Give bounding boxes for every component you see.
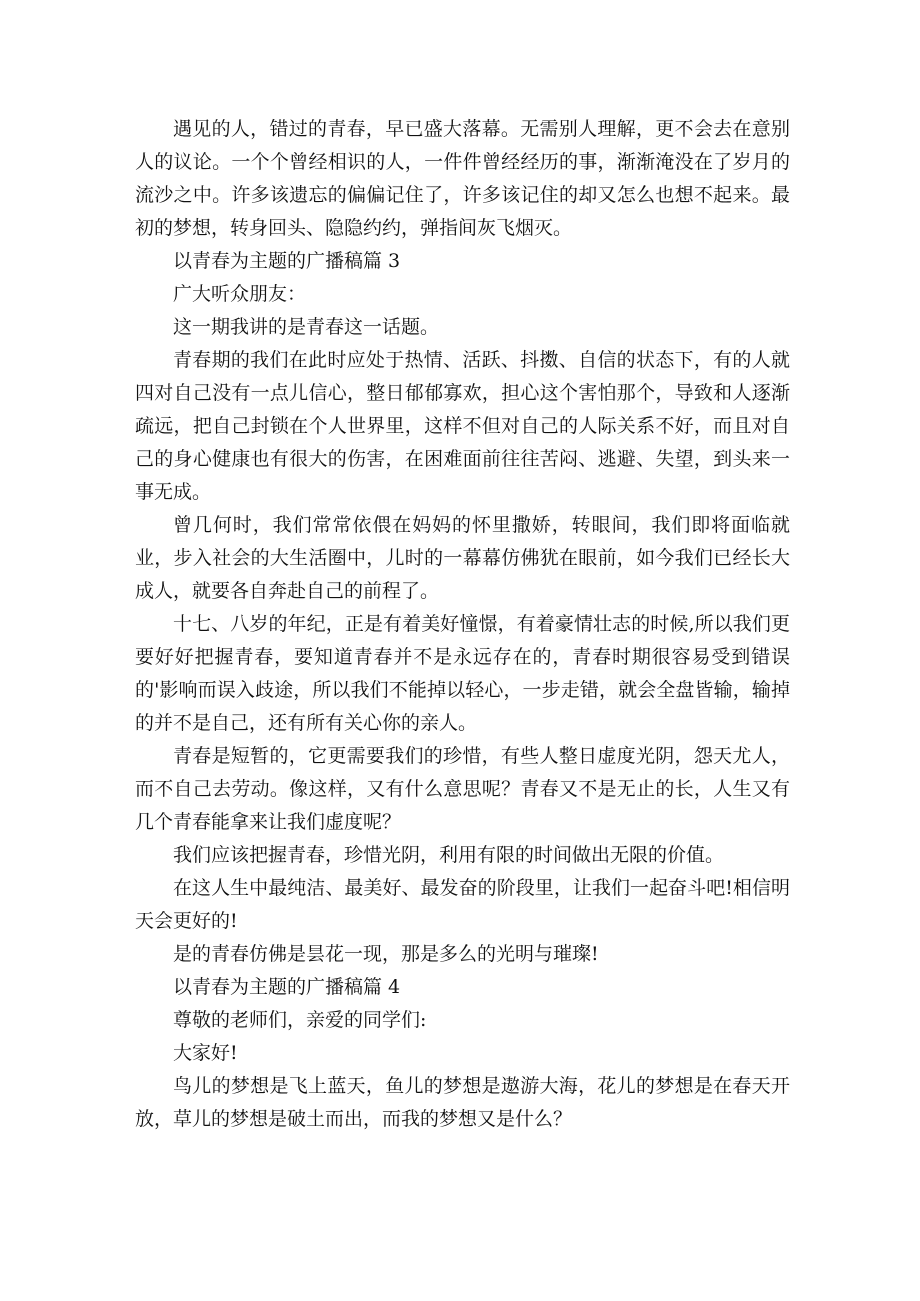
paragraph: 我们应该把握青春，珍惜光阴，利用有限的时间做出无限的价值。 <box>173 844 725 866</box>
section-heading: 以青春为主题的广播稿篇 4 <box>173 976 401 998</box>
paragraph: 这一期我讲的是青春这一话题。 <box>173 316 440 338</box>
paragraph: 曾几何时，我们常常依偎在妈妈的怀里撒娇，转眼间，我们即将面临就业，步入社会的大生活圈中，儿时的一幕幕仿佛犹在眼前，如今我们已经长大成人，就要各自奔赴自己的前程了。 <box>135 514 790 602</box>
greeting: 大家好! <box>173 1042 238 1064</box>
paragraph: 青春是短暂的，它更需要我们的珍惜，有些人整日虚度光阴，怨天尤人，而不自己去劳动。像这样，又有什么意思呢？青春又不是无止的长，人生又有几个青春能拿来让我们虚度呢？ <box>135 745 790 833</box>
paragraph: 是的青春仿佛是昙花一现，那是多么的光明与璀璨! <box>173 943 599 965</box>
section-heading: 以青春为主题的广播稿篇 3 <box>173 250 401 272</box>
paragraph: 鸟儿的梦想是飞上蓝天，鱼儿的梦想是遨游大海，花儿的梦想是在春天开放，草儿的梦想是破土而出，而我的梦想又是什么？ <box>135 1075 790 1130</box>
paragraph: 在这人生中最纯洁、最美好、最发奋的阶段里，让我们一起奋斗吧!相信明天会更好的! <box>135 877 790 932</box>
salutation: 尊敬的老师们，亲爱的同学们: <box>173 1009 427 1031</box>
paragraph: 遇见的人，错过的青春，早已盛大落幕。无需别人理解，更不会去在意别人的议论。一个个曾经相识的人，一件件曾经经历的事，渐渐淹没在了岁月的流沙之中。许多该遗忘的偏偏记住了，许多该记住的却又怎么也想不起来。最初的梦想，转身回头、隐隐约约，弹指间灰飞烟灭。 <box>135 118 790 239</box>
paragraph: 青春期的我们在此时应处于热情、活跃、抖擞、自信的状态下，有的人就四对自己没有一点儿信心，整日郁郁寡欢，担心这个害怕那个，导致和人逐渐疏远，把自己封锁在个人世界里，这样不但对自己的人际关系不好，而且对自己的身心健康也有很大的伤害，在困难面前往往苦闷、逃避、失望，到头来一事无成。 <box>135 349 790 503</box>
document-body <box>135 113 790 1136</box>
salutation: 广大听众朋友： <box>173 283 307 305</box>
paragraph: 十七、八岁的年纪，正是有着美好憧憬，有着豪情壮志的时候,所以我们更要好好把握青春，要知道青春并不是永远存在的，青春时期很容易受到错误的'影响而误入歧途，所以我们不能掉以轻心，一步走错，就会全盘皆输，输掉的并不是自己，还有所有关心你的亲人。 <box>135 613 790 734</box>
